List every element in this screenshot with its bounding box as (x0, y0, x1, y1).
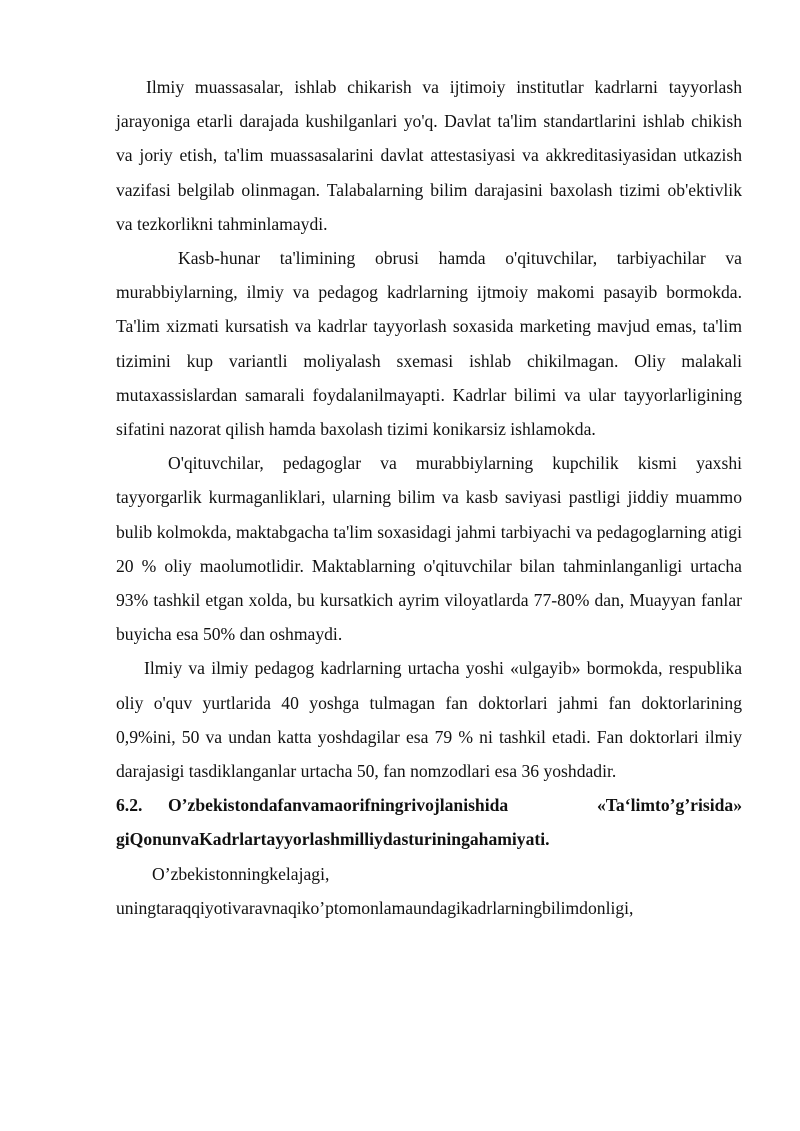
section-number: 6.2. (116, 795, 143, 816)
document-body (116, 70, 742, 925)
section-heading (116, 788, 742, 856)
section-title-line-2: giQonunvaKadrlartayyorlashmilliydasturiningahamiyati. (116, 829, 550, 850)
paragraph-1: Ilmiy muassasalar, ishlab chikarish va ijtimoiy institutlar kadrlarni tayyorlash jarayoniga etarli darajada kushilganlari yo'q. Davlat ta'lim standartlarini ishlab chikish va joriy etish, ta'lim muassasalarini davlat attestasiyasi va akkreditasiyasidan utkazish vazifasi belgilab olinmagan. Talabalarning bilim darajasini baxolash tizimi ob'ektivlik va tezkorlikni tahminlamaydi. (116, 77, 742, 234)
section-title-line-1: O’zbekistondafanvamaorifningrivojlanishida «Ta‘limto’g’risida» (168, 795, 742, 816)
paragraph-5-line-1: O’zbekistonningkelajagi, (152, 863, 330, 884)
paragraph-2: Kasb-hunar ta'limining obrusi hamda o'qituvchilar, tarbiyachilar va murabbiylarning, ilmiy va pedagog kadrlarning ijtmoiy makomi pasayib bormokda. Ta'lim xizmati kursatish va kadrlar tayyorlash soxasida marketing mavjud emas, ta'lim tizimini kup variantli moliyalash sxemasi ishlab chikilmagan. Oliy malakali mutaxassislardan samarali foydalanilmayapti. Kadrlar bilimi va ular tayyorlarligining sifatini nazorat qilish hamda baxolash tizimi konikarsiz ishlamokda. (116, 248, 742, 440)
paragraph-3: O'qituvchilar, pedagoglar va murabbiylarning kupchilik kismi yaxshi tayyorgarlik kurmaganliklari, ularning bilim va kasb saviyasi pastligi jiddiy muammo bulib kolmokda, maktabgacha ta'lim soxasidagi jahmi tarbiyachi va pedagoglarning atigi 20 % oliy maolumotlidir. Maktablarning o'qituvchilar bilan tahminlanganligi urtacha 93% tashkil etgan xolda, bu kursatkich ayrim viloyatlarda 77-80% dan, Muayyan fanlar buyicha esa 50% dan oshmaydi. (116, 453, 742, 645)
paragraph-5-line-2: uningtaraqqiyotivaravnaqiko’ptomonlamaundagikadrlarningbilimdonligi, (116, 897, 634, 918)
paragraph-4: Ilmiy va ilmiy pedagog kadrlarning urtacha yoshi «ulgayib» bormokda, respublika oliy o'quv yurtlarida 40 yoshga tulmagan fan doktorlari jahmi fan doktorlarining 0,9%ini, 50 va undan katta yoshdagilar esa 79 % ni tashkil etadi. Fan doktorlari ilmiy darajasigi tasdiklanganlar urtacha 50, fan nomzodlari esa 36 yoshdadir. (116, 658, 742, 782)
